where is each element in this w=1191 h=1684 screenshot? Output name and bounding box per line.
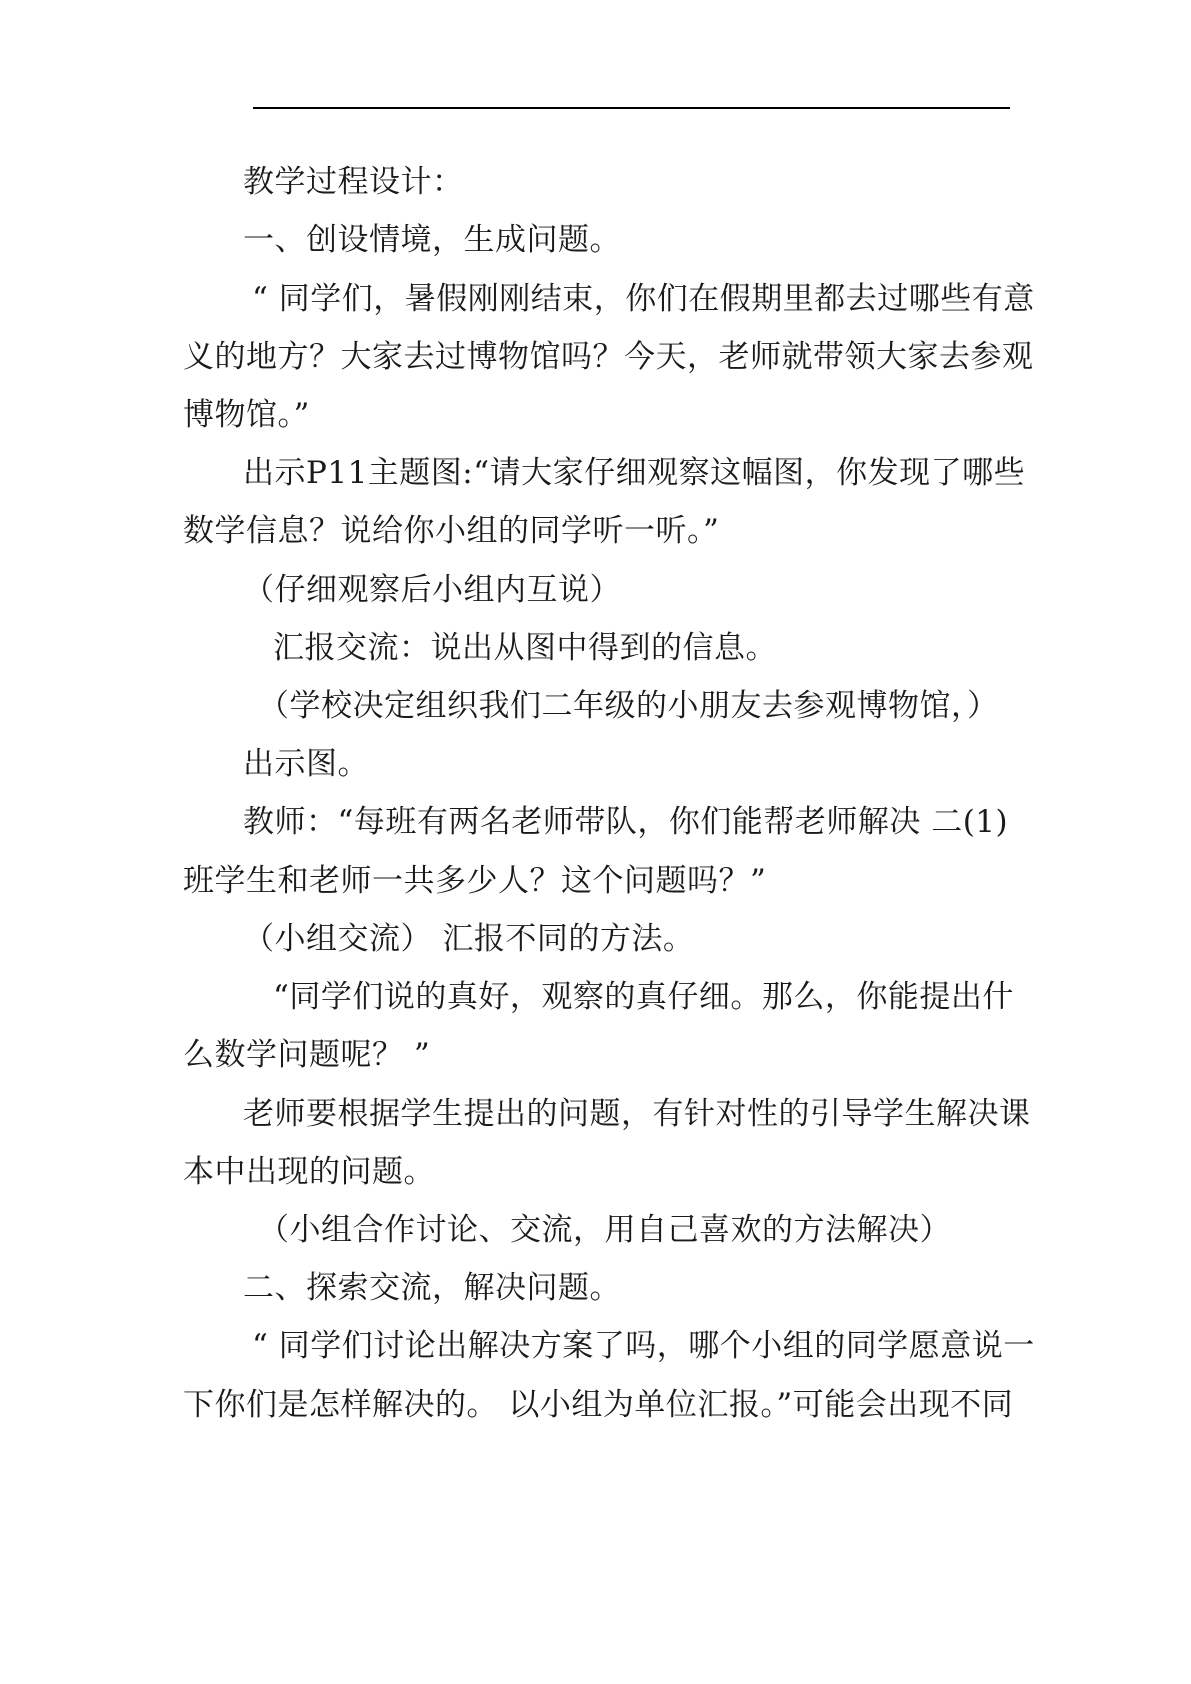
- paragraph-line: 博物馆。”: [183, 397, 310, 433]
- section-heading: 教学过程设计：: [243, 164, 464, 200]
- paragraph-line: 班学生和老师一共多少人？这个问题吗？”: [183, 863, 767, 899]
- paragraph-line: “ 同学们，暑假刚刚结束，你们在假期里都去过哪些有意: [252, 281, 1035, 317]
- paragraph-line: （小组交流） 汇报不同的方法。: [243, 921, 695, 957]
- paragraph-line: 汇报交流：说出从图中得到的信息。: [273, 630, 777, 666]
- paragraph-line: （学校决定组织我们二年级的小朋友去参观博物馆，）: [258, 688, 999, 724]
- paragraph-line: （小组合作讨论、交流，用自己喜欢的方法解决）: [258, 1212, 951, 1248]
- subsection-heading: 一、创设情境，生成问题。: [243, 222, 621, 258]
- paragraph-line: 出示图。: [243, 746, 369, 782]
- paragraph-line: 教师：“每班有两名老师带队，你们能帮老师解决 二(1): [243, 804, 1009, 840]
- paragraph-line: 数学信息？说给你小组的同学听一听。”: [183, 513, 720, 549]
- paragraph-line: 义的地方？大家去过博物馆吗？今天，老师就带领大家去参观: [183, 339, 1034, 375]
- paragraph-line: “ 同学们讨论出解决方案了吗，哪个小组的同学愿意说一: [252, 1328, 1035, 1364]
- paragraph-line: 老师要根据学生提出的问题，有针对性的引导学生解决课: [243, 1096, 1031, 1132]
- paragraph-line: 下你们是怎样解决的。 以小组为单位汇报。”可能会出现不同: [183, 1387, 1014, 1423]
- subsection-heading: 二、探索交流，解决问题。: [243, 1270, 621, 1306]
- paragraph-line: “同学们说的真好，观察的真仔细。那么，你能提出什: [273, 979, 1014, 1015]
- paragraph-line: （仔细观察后小组内互说）: [243, 572, 621, 608]
- paragraph-line: 么数学问题呢？ ”: [183, 1037, 431, 1073]
- paragraph-line: 本中出现的问题。: [183, 1154, 435, 1190]
- paragraph-line: 出示P11主题图:“请大家仔细观察这幅图，你发现了哪些: [243, 455, 1026, 491]
